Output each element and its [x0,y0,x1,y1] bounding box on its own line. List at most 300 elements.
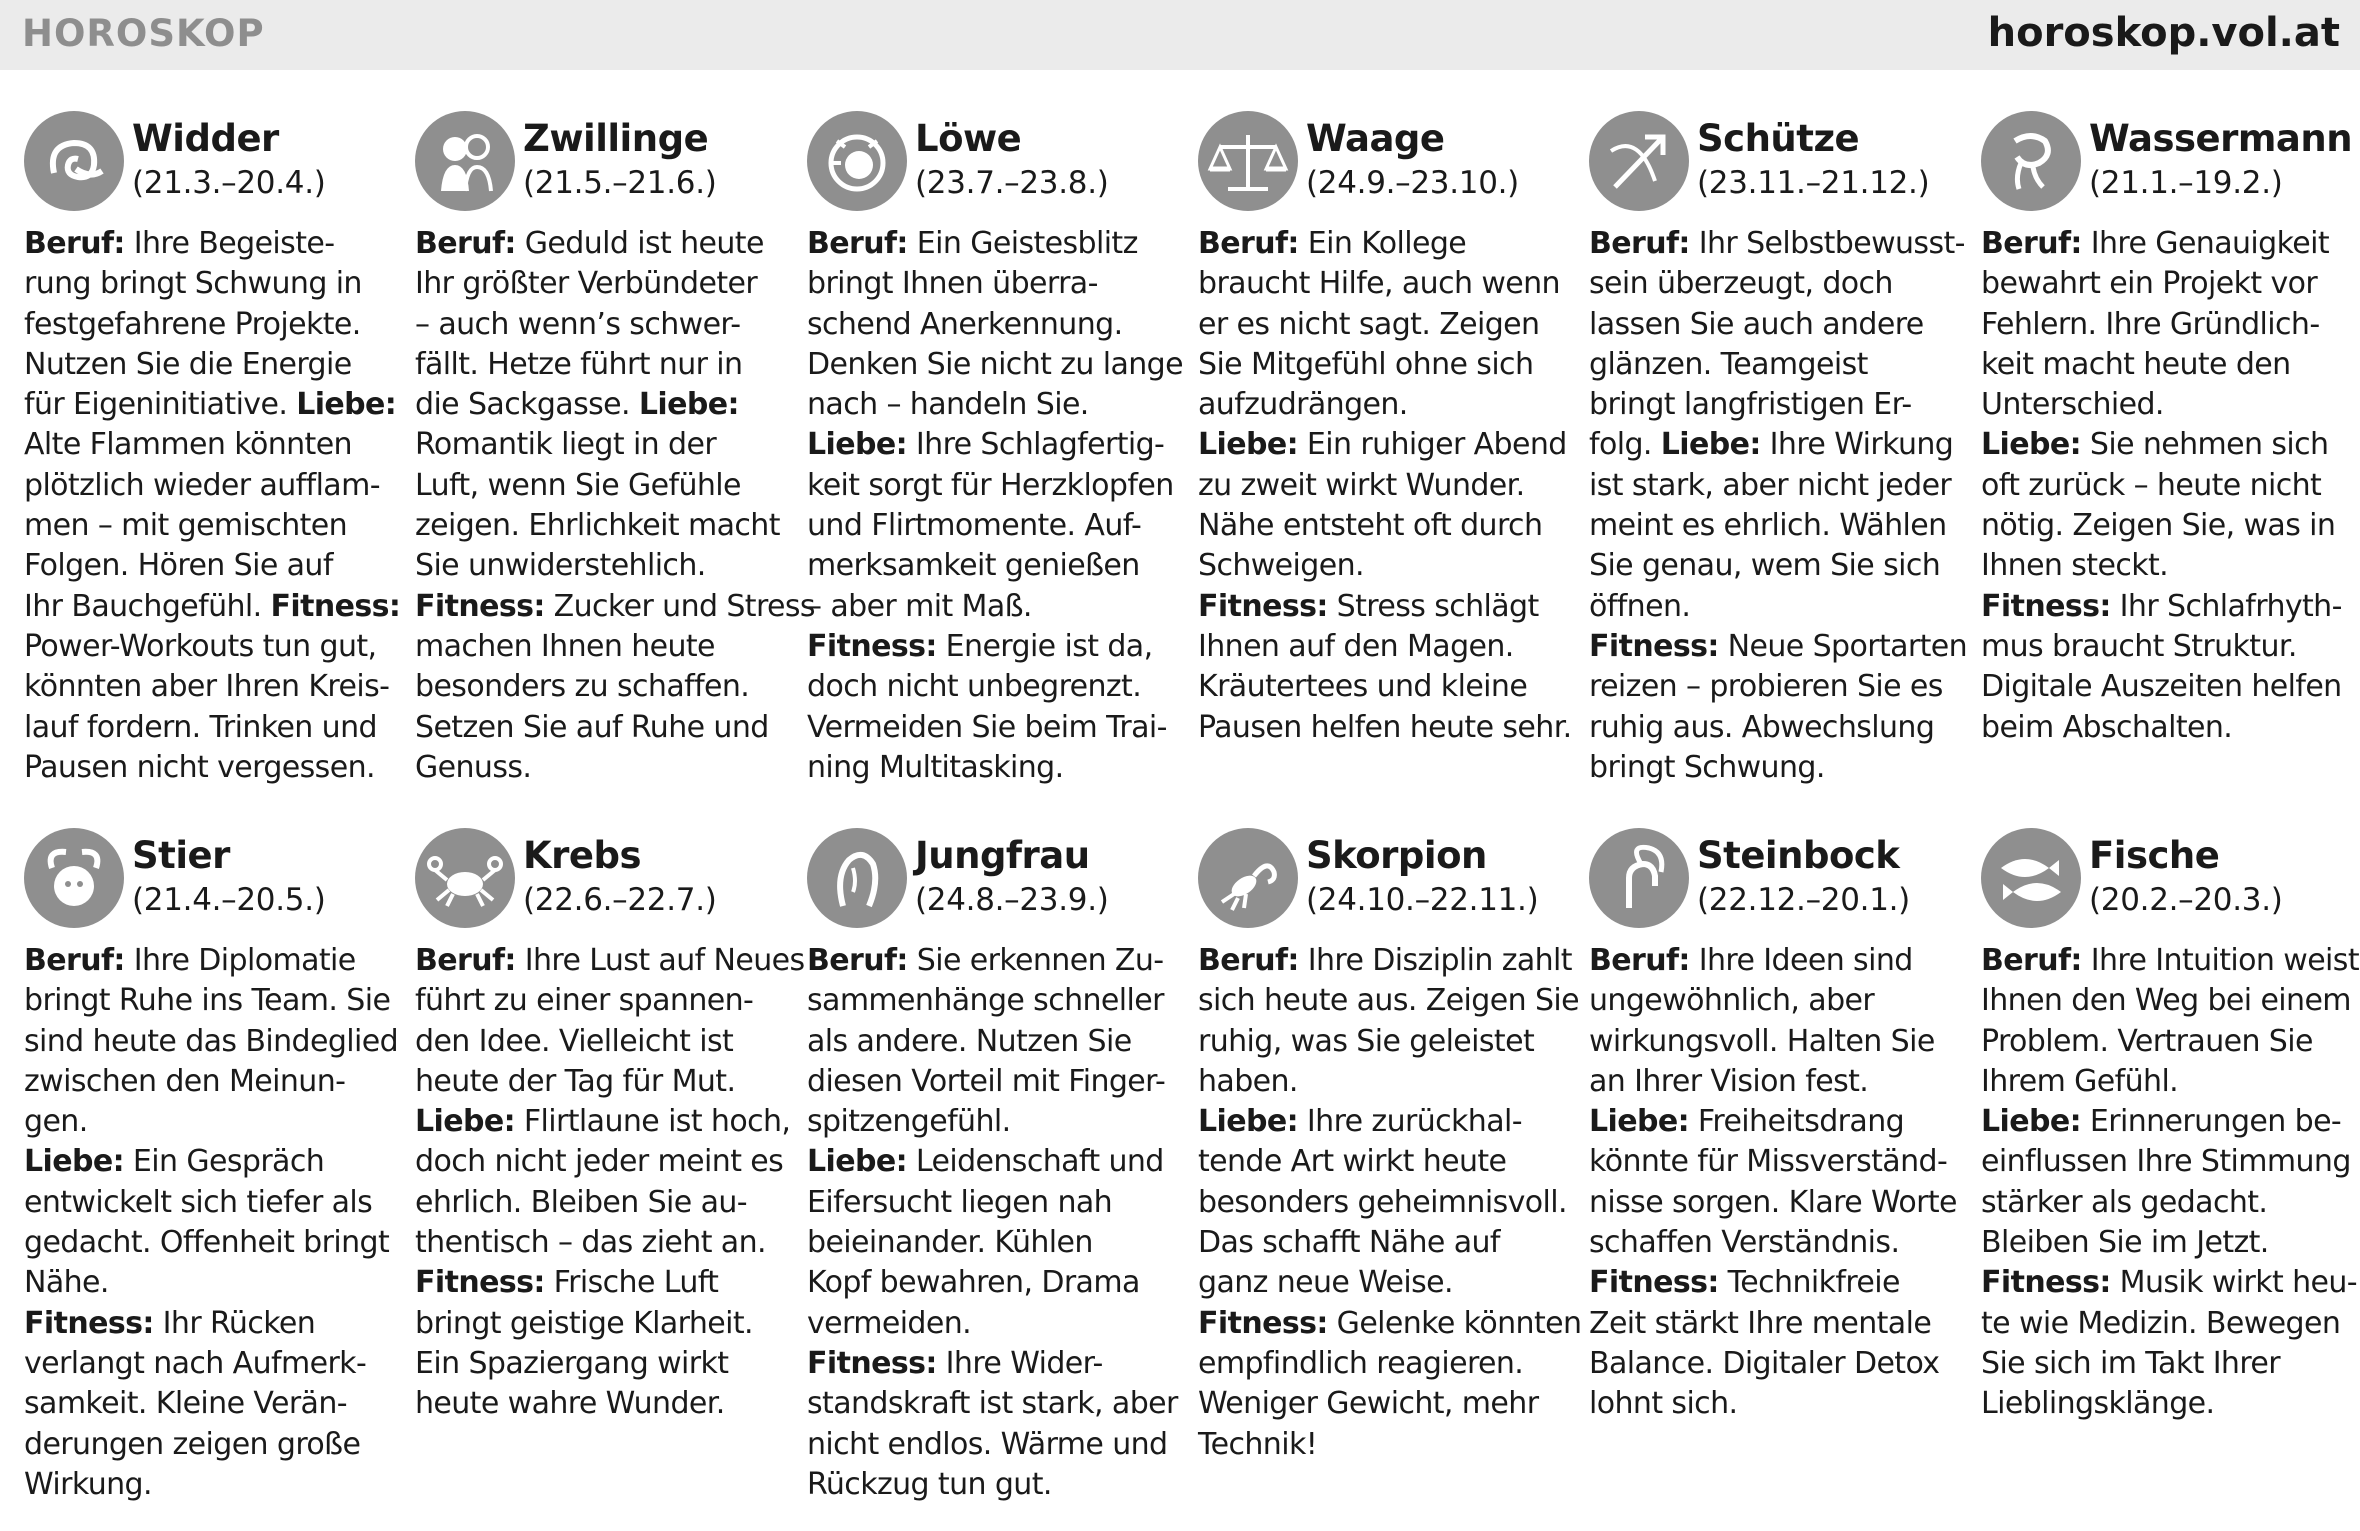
text-segment: Neue Sportarten [1718,628,1968,664]
sign-name: Jungfrau [915,834,1090,877]
text-line [24,627,399,667]
text-segment: reizen – probieren Sie es [1589,669,1943,705]
sign-dates: (23.7.–23.8.) [915,165,1109,201]
sign-name: Löwe [915,117,1022,160]
text-line [1981,1062,2356,1102]
virgin-icon [807,828,907,928]
text-segment: Ihr Schlafrhyth- [2110,588,2342,624]
text-segment: – aber mit Maß. [807,588,1032,624]
text-segment: Sie genau, wem Sie sich [1589,548,1941,584]
text-line [415,981,790,1021]
text-line [1981,708,2356,748]
text-segment: Ihnen steckt. [1981,548,2169,584]
text-segment: Flirtlaune ist hoch, [514,1104,791,1140]
text-line [415,1304,790,1344]
horoscope-text [807,941,1182,1505]
text-line [415,466,790,506]
text-line [1589,546,1964,586]
text-segment: Balance. Digitaler Detox [1589,1345,1940,1381]
header-bar [0,0,2360,70]
section-label: Liebe: [1660,427,1761,463]
water-bearer-icon [1981,111,2081,211]
text-line [415,1022,790,1062]
section-label: Beruf: [1981,943,2082,978]
horoscope-text [1198,941,1582,1465]
sign-name: Krebs [523,834,642,877]
text-segment: Ihre zurückhal- [1297,1104,1522,1140]
text-line [1589,345,1964,385]
section-label: Liebe: [1589,1104,1689,1140]
sign-name: Stier [132,834,230,877]
text-line [1198,708,1573,748]
sign-fische [1981,828,2359,1528]
text-line [24,708,399,748]
text-line [1981,264,2356,304]
section-label: Beruf: [24,226,125,261]
text-segment: festgefahrene Projekte. [24,306,361,342]
text-segment: entwickelt sich tiefer als [24,1184,373,1220]
text-line [24,425,399,465]
text-segment: mus braucht Struktur. [1981,628,2297,664]
text-line [807,708,1182,748]
text-segment: Ihre Ideen sind [1689,943,1913,978]
sign-stier [24,828,399,1528]
text-line [1198,305,1573,345]
section-label: Liebe: [1981,427,2081,463]
text-line [1198,1102,1573,1142]
text-segment: Zeit stärkt Ihre mentale [1589,1305,1932,1341]
text-segment: schaffen Verständnis. [1589,1225,1900,1261]
text-line [1981,1223,2356,1263]
section-label: Liebe: [1198,1104,1298,1140]
sign-wassermann [1981,111,2356,811]
text-segment: heute der Tag für Mut. [415,1063,736,1099]
text-segment: besonders geheimnisvoll. [1198,1184,1567,1220]
text-line [1981,224,2356,264]
scales-icon [1198,111,1298,211]
text-segment: Ein Gespräch [123,1144,325,1180]
text-segment: sammenhänge schneller [807,983,1164,1019]
section-label: Liebe: [807,1144,907,1180]
text-segment: Leidenschaft und [906,1144,1164,1180]
sign-steinbock [1589,828,1964,1528]
text-segment: Ihrem Gefühl. [1981,1063,2179,1099]
text-line [415,264,790,304]
text-segment: Eifersucht liegen nah [807,1184,1113,1220]
text-line [415,1223,790,1263]
page-title: HOROSKOP [22,12,265,55]
text-line [415,708,790,748]
text-line [415,546,790,586]
text-line [24,1263,399,1303]
text-segment: Ihre Intuition weist [2081,943,2359,978]
text-line [807,305,1182,345]
text-segment: Fehlern. Ihre Gründlich- [1981,306,2320,342]
text-line [1589,425,1964,465]
text-line [807,1425,1182,1465]
text-line [807,981,1182,1021]
text-segment: ist stark, aber nicht jeder [1589,467,1952,503]
text-segment: gedacht. Offenheit bringt [24,1225,390,1261]
text-segment: nötig. Zeigen Sie, was in [1981,508,2336,544]
text-line [24,1102,399,1142]
section-label: Fitness: [24,1305,154,1341]
text-line [1589,305,1964,345]
text-line [1981,1304,2356,1344]
section-label: Fitness: [415,588,545,624]
text-line [24,587,399,627]
text-line [807,1142,1182,1182]
text-line [1198,1022,1573,1062]
text-segment: Digitale Auszeiten helfen [1981,669,2342,705]
text-segment: bringt geistige Klarheit. [415,1305,753,1341]
sign-dates: (24.8.–23.9.) [915,882,1109,918]
text-line [415,667,790,707]
text-segment: Folgen. Hören Sie auf [24,548,333,584]
horoscope-text [1198,224,1573,748]
text-line [1198,506,1573,546]
text-line [1198,1223,1573,1263]
text-segment: Wirkung. [24,1466,152,1502]
sign-dates: (24.10.–22.11.) [1306,882,1539,918]
text-line [1198,264,1573,304]
text-segment: meint es ehrlich. Wählen [1589,508,1947,544]
text-segment: für Eigeninitiative. [24,387,297,423]
text-line [1589,1102,1964,1142]
text-segment: Unterschied. [1981,387,2164,423]
text-segment: machen Ihnen heute [415,628,715,664]
text-line [807,506,1182,546]
ram-icon [24,111,124,211]
text-line [24,1142,399,1182]
text-segment: Kräutertees und kleine [1198,669,1528,705]
text-segment: keit sorgt für Herzklopfen [807,467,1174,503]
text-segment: beieinander. Kühlen [807,1225,1093,1261]
sign-krebs [415,828,805,1528]
sign-name: Steinbock [1697,834,1900,877]
sign-widder [24,111,399,811]
text-segment: stärker als gedacht. [1981,1184,2268,1220]
text-line [415,627,790,667]
text-line [807,345,1182,385]
text-segment: führt zu einer spannen- [415,983,754,1019]
text-segment: Stress schlägt [1327,588,1539,624]
text-line [1198,667,1573,707]
text-segment: merksamkeit genießen [807,548,1140,584]
text-line [415,506,790,546]
text-segment: doch nicht unbegrenzt. [807,669,1142,705]
text-segment: Ihr Selbstbewusst- [1689,226,1965,261]
text-line [24,1425,399,1465]
text-line [1981,1263,2356,1303]
text-line [1198,224,1573,264]
text-segment: zwischen den Meinun- [24,1063,346,1099]
text-line [807,425,1182,465]
text-segment: Romantik liegt in der [415,427,717,463]
section-label: Liebe: [24,1144,124,1180]
text-line [415,1384,790,1424]
horoscope-text [1589,224,1968,788]
text-segment: Ihre Disziplin zahlt [1298,943,1572,978]
sign-name: Widder [132,117,279,160]
text-segment: ruhig, was Sie geleistet [1198,1023,1535,1059]
text-line [807,546,1182,586]
text-segment: ganz neue Weise. [1198,1265,1453,1301]
sign-dates: (20.2.–20.3.) [2089,882,2283,918]
section-label: Beruf: [1198,943,1299,978]
text-segment: – auch wenn’s schwer- [415,306,741,342]
text-segment: Sie unwiderstehlich. [415,548,706,584]
sign-name: Fische [2089,834,2220,877]
text-segment: könnte für Missverständ- [1589,1144,1948,1180]
archer-icon [1589,111,1689,211]
section-label: Beruf: [1589,226,1690,261]
text-line [1589,1183,1964,1223]
text-segment: den Idee. Vielleicht ist [415,1023,734,1059]
text-line [1589,1344,1964,1384]
text-line [415,345,790,385]
text-segment: Rückzug tun gut. [807,1466,1052,1502]
text-line [807,264,1182,304]
text-segment: Sie Mitgefühl ohne sich [1198,346,1534,382]
text-line [1981,466,2356,506]
text-line [1589,1022,1964,1062]
text-segment: lauf fordern. Trinken und [24,709,377,745]
text-segment: oft zurück – heute nicht [1981,467,2322,503]
twins-icon [415,111,515,211]
text-line [1981,1022,2356,1062]
section-label: Fitness: [1981,588,2111,624]
section-label: Liebe: [415,1104,515,1140]
text-segment: lassen Sie auch andere [1589,306,1924,342]
text-line [807,587,1182,627]
section-label: Beruf: [24,943,125,978]
text-line [1981,1102,2356,1142]
text-segment: beim Abschalten. [1981,709,2233,745]
lion-icon [807,111,907,211]
text-segment: Ein Spaziergang wirkt [415,1345,729,1381]
sign-name: Skorpion [1306,834,1487,877]
text-line [415,1263,790,1303]
text-segment: ruhig aus. Abwechslung [1589,709,1935,745]
text-line [1589,627,1968,667]
section-label: Fitness: [270,588,401,624]
text-segment: te wie Medizin. Bewegen [1981,1305,2341,1341]
text-line [1198,1344,1573,1384]
text-line [415,385,790,425]
text-segment: nach – handeln Sie. [807,387,1089,423]
text-line [807,748,1182,788]
text-line [1981,305,2356,345]
text-segment: Musik wirkt heu- [2110,1265,2358,1301]
sign-name: Waage [1306,117,1445,160]
horoscope-text [1981,941,2359,1425]
text-line [807,1183,1182,1223]
text-line [24,345,399,385]
text-line [415,305,790,345]
text-line [807,1344,1182,1384]
text-line [24,546,399,586]
text-line [1981,941,2359,981]
text-segment: zu zweit wirkt Wunder. [1198,467,1525,503]
text-line [24,305,399,345]
text-segment: Sie erkennen Zu- [907,943,1164,978]
text-line [415,1183,790,1223]
text-line [24,667,399,707]
sign-dates: (22.12.–20.1.) [1697,882,1910,918]
text-line [1198,981,1579,1021]
text-line [24,981,399,1021]
site-url[interactable]: horoskop.vol.at [1987,10,2340,56]
text-segment: Problem. Vertrauen Sie [1981,1023,2313,1059]
text-segment: Pausen helfen heute sehr. [1198,709,1572,745]
bull-icon [24,828,124,928]
section-label: Beruf: [1198,226,1299,261]
text-segment: Ihre Genauigkeit [2081,226,2330,261]
text-segment: Sie sich im Takt Ihrer [1981,1345,2281,1381]
text-segment: könnten aber Ihren Kreis- [24,669,390,705]
text-line [1981,1344,2356,1384]
text-line [1981,1183,2356,1223]
text-line [24,224,399,264]
text-line [1198,1062,1573,1102]
text-segment: heute wahre Wunder. [415,1386,725,1422]
text-segment: nisse sorgen. Klare Worte [1589,1184,1957,1220]
text-line [1198,1304,1582,1344]
text-line [1981,981,2356,1021]
text-line [24,385,399,425]
text-line [1589,224,1964,264]
text-segment: Ihre Lust auf Neues [515,943,805,978]
text-segment: Denken Sie nicht zu lange [807,346,1183,382]
text-segment: Alte Flammen könnten [24,427,352,463]
section-label: Fitness: [807,628,937,664]
text-segment: Ihre Begeiste- [124,226,335,261]
text-line [24,1183,399,1223]
sign-zwillinge [415,111,815,811]
text-line [415,1062,790,1102]
text-line [24,1062,399,1102]
text-line [1589,587,1964,627]
text-line [1198,385,1573,425]
text-segment: fällt. Hetze führt nur in [415,346,743,382]
text-line [807,1304,1182,1344]
text-line [1981,667,2356,707]
text-line [1589,941,1964,981]
text-line [807,1022,1182,1062]
sign-skorpion [1198,828,1582,1528]
text-line [1589,667,1964,707]
text-segment: Luft, wenn Sie Gefühle [415,467,741,503]
text-line [1589,1062,1964,1102]
text-segment: bringt Ruhe ins Team. Sie [24,983,391,1019]
text-segment: Sie nehmen sich [2080,427,2329,463]
sign-dates: (24.9.–23.10.) [1306,165,1519,201]
text-line [1589,1384,1964,1424]
sign-name: Zwillinge [523,117,709,160]
text-line [1981,587,2356,627]
text-segment: Ihre Diplomatie [124,943,356,978]
text-segment: derungen zeigen große [24,1426,361,1462]
text-segment: und Flirtmomente. Auf- [807,508,1142,544]
sign-dates: (21.4.–20.5.) [132,882,326,918]
text-segment: Frische Luft [544,1265,719,1301]
section-label: Beruf: [415,943,516,978]
section-label: Fitness: [415,1265,545,1301]
text-segment: vermeiden. [807,1305,972,1341]
text-line [1981,345,2356,385]
text-line [1589,981,1964,1021]
section-label: Liebe: [1981,1104,2081,1140]
horoscope-text [415,941,805,1425]
text-line [415,748,790,788]
horoscope-text [24,941,399,1505]
section-label: Liebe: [296,387,397,423]
text-segment: spitzengefühl. [807,1104,1011,1140]
sign-jungfrau [807,828,1182,1528]
section-label: Fitness: [1198,1305,1328,1341]
text-segment: Energie ist da, [936,628,1153,664]
text-segment: Freiheitsdrang [1688,1104,1905,1140]
text-line [1589,385,1964,425]
text-segment: ungewöhnlich, aber [1589,983,1875,1019]
text-segment: Nutzen Sie die Energie [24,346,352,382]
sign-dates: (22.6.–22.7.) [523,882,717,918]
text-segment: bewahrt ein Projekt vor [1981,266,2318,302]
text-segment: nicht endlos. Wärme und [807,1426,1168,1462]
text-line [807,941,1182,981]
text-segment: glänzen. Teamgeist [1589,346,1868,382]
text-segment: Ihr Rücken [153,1305,316,1341]
section-label: Beruf: [415,226,516,261]
text-segment: Nähe entsteht oft durch [1198,508,1543,544]
text-line [1198,425,1573,465]
sign-dates: (21.1.–19.2.) [2089,165,2283,201]
section-label: Liebe: [638,387,739,423]
sign-dates: (21.3.–20.4.) [132,165,326,201]
text-segment: Das schafft Nähe auf [1198,1225,1500,1261]
text-segment: Vermeiden Sie beim Trai- [807,709,1167,745]
text-line [1589,506,1964,546]
horoscope-text [415,224,815,788]
text-segment: Ihre Schlagfertig- [906,427,1165,463]
text-line [1981,425,2356,465]
text-segment: diesen Vorteil mit Finger- [807,1063,1166,1099]
horoscope-text [24,224,399,788]
text-segment: Ein Kollege [1298,226,1467,261]
text-segment: aufzudrängen. [1198,387,1408,423]
text-line [1589,1263,1964,1303]
text-line [1589,1304,1964,1344]
text-segment: Pausen nicht vergessen. [24,749,375,785]
text-line [807,1263,1182,1303]
text-segment: empfindlich reagieren. [1198,1345,1524,1381]
text-line [1198,466,1573,506]
text-line [1981,506,2356,546]
text-line [807,1223,1182,1263]
text-segment: einflussen Ihre Stimmung [1981,1144,2351,1180]
text-segment: Lieblingsklänge. [1981,1386,2215,1422]
text-line [1981,1384,2356,1424]
section-label: Fitness: [1198,588,1328,624]
text-line [24,1384,399,1424]
sign-dates: (23.11.–21.12.) [1697,165,1930,201]
text-segment: doch nicht jeder meint es [415,1144,784,1180]
text-line [24,466,399,506]
fish-icon [1981,828,2081,928]
text-line [807,667,1182,707]
section-label: Beruf: [807,943,908,978]
